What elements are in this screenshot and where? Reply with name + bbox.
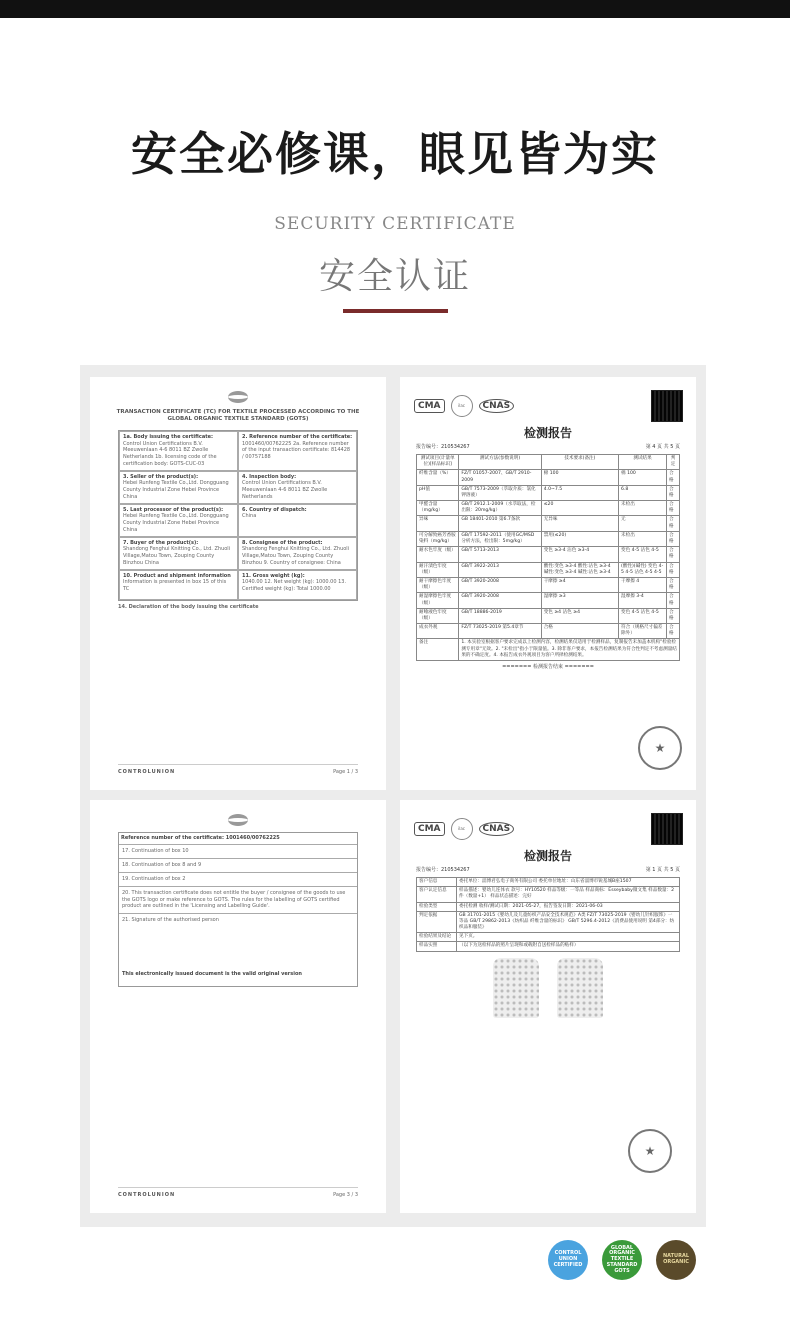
p2-box: 19. Continuation of box 2 [119, 872, 357, 886]
report-logos [414, 391, 682, 421]
table-cell: 异味 [417, 516, 459, 531]
table-row [417, 485, 680, 500]
column-header: 测试方法(参数说明) [459, 454, 541, 469]
sample-photo [557, 958, 603, 1018]
table-cell: 甲醛含量（mg/kg） [417, 501, 459, 516]
table-cell: 合格 [667, 624, 680, 639]
table-cell: 变色 4-5 沾色 4-5 [619, 547, 667, 562]
subtitle-cn: 安全认证 [318, 256, 471, 297]
field-value: Hebei Runfeng Textile Co.,Ltd. Dongguang County Industrial Zone Hebei Province China [123, 513, 229, 533]
table-cell: 符合（规格尺寸偏差除外） [619, 624, 667, 639]
row-value: 委托单位：淄博君弘电子商务有限公司 委托单位地址：山东省淄博市锐基城B座1507 [457, 877, 680, 886]
table-row [417, 470, 680, 485]
table-cell: 合格 [667, 577, 680, 592]
table-cell: 合格 [667, 593, 680, 608]
field-label: 4. Inspection body: [242, 473, 297, 480]
field-value: Control Union Certifications B.V. Meeuwenlaan 4-6 8011 BZ Zwolle Netherlands [242, 480, 328, 500]
gots-field [119, 431, 238, 471]
table-row [417, 593, 680, 608]
row-label: 判定依据 [417, 911, 457, 933]
p2-boxes [119, 844, 357, 963]
table-cell: 成衣外观 [417, 624, 459, 639]
table-row [417, 877, 680, 886]
remark-label: 备注 [417, 639, 459, 661]
row-value: （以下为送检样品的照片呈现和或载附自送检样品的贴样） [457, 942, 680, 951]
page-number: Page 1 / 3 [333, 769, 358, 776]
table-row [417, 887, 680, 902]
table-cell: GB/T 3920-2008 [459, 577, 541, 592]
table-cell: GB 18401-2010 第6.7条款 [459, 516, 541, 531]
test-report-page-4[interactable] [400, 377, 696, 790]
gots-field [119, 504, 238, 537]
table-cell: 合格 [667, 501, 680, 516]
table-cell: ≤20 [541, 501, 618, 516]
table-cell: GB/T 18886-2019 [459, 608, 541, 623]
table-cell: 合格 [667, 516, 680, 531]
table-cell: 4.0~7.5 [541, 485, 618, 500]
ilac-logo-icon: ilac [451, 818, 473, 840]
table-row [417, 902, 680, 911]
table-row [417, 501, 680, 516]
table-cell: 合格 [667, 470, 680, 485]
table-cell: 合格 [667, 608, 680, 623]
table-cell: 纤维含量（%） [417, 470, 459, 485]
table-cell: 未检出 [619, 531, 667, 546]
field-value: Shandong Fenghui Knitting Co., Ltd. Zhuoli Village,Matou Town, Zouping County Binzhou 9. Country of consignee: China [242, 546, 350, 566]
table-cell: 耐湿摩擦色牢度（级） [417, 593, 459, 608]
column-header: 判定 [667, 454, 680, 469]
page-number: Page 3 / 3 [333, 1192, 358, 1199]
table-cell: 棉 100 [619, 470, 667, 485]
report-page: 第 1 页 共 5 页 [645, 867, 680, 874]
gots-certificate-page-1[interactable] [90, 377, 386, 790]
subtitle-en: SECURITY CERTIFICATE [274, 214, 516, 234]
gots-title: TRANSACTION CERTIFICATE (TC) FOR TEXTILE PROCESSED ACCORDING TO THE GLOBAL ORGANIC TEXTILE STANDARD (GOTS) [116, 409, 360, 423]
report-number: 报告编号：210534267 [416, 444, 470, 451]
table-cell: FZ/T 73025-2019 第5.4章节 [459, 624, 541, 639]
top-bar [0, 0, 790, 18]
test-report-page-1[interactable] [400, 800, 696, 1213]
table-row [417, 911, 680, 933]
gots-declaration: 14. Declaration of the body issuing the certificate [118, 603, 259, 610]
gots-fields [118, 430, 358, 601]
field-label: 10. Product and shipment information [123, 572, 231, 579]
field-value: Control Union Certifications B.V. Meeuwenlaan 4-6 8011 BZ Zwolle Netherlands 1b. licensing code of the certification body: GOTS-CUC-03 [123, 440, 217, 467]
table-cell: 变色 ≥3-4 沾色 ≥3-4 [541, 547, 618, 562]
table-row [417, 562, 680, 577]
column-header: 测试结果 [619, 454, 667, 469]
table-cell: 耐汗渍色牢度（级） [417, 562, 459, 577]
accent-divider [343, 309, 448, 313]
table-cell: 干摩擦 ≥4 [541, 577, 618, 592]
p2-box: 21. Signature of the authorised person [119, 913, 357, 963]
ilac-logo-icon: ilac [451, 395, 473, 417]
row-label: 检验结果及结论 [417, 933, 457, 942]
table-cell: 合格 [541, 624, 618, 639]
p2-box: 18. Continuation of box 8 and 9 [119, 858, 357, 872]
table-cell: 酸性:变色 ≥3-4 酸性:沾色 ≥3-4 碱性:变色 ≥3-4 碱性:沾色 ≥3-4 [541, 562, 618, 577]
gots-field [238, 431, 357, 471]
report-info-table [416, 877, 680, 952]
cnas-logo-icon: CNAS [479, 399, 515, 413]
row-value: GB 31701-2015《婴幼儿及儿童纺织产品安全技术规范》A类 FZ/T 73025-2019《婴幼儿针织服饰》一等品 GB/T 29862-2013《纺织品 纤维含量的标识》 GB/T 5296.4-2012《消费品使用说明 第4部分：纺织品和服装》 [457, 911, 680, 933]
table-cell: 6.8 [619, 485, 667, 500]
p2-box: 17. Continuation of box 10 [119, 844, 357, 858]
table-row [417, 933, 680, 942]
report-logos [414, 814, 682, 844]
report-table [416, 454, 680, 661]
table-cell: 棉 100 [541, 470, 618, 485]
table-row [417, 577, 680, 592]
field-label: 5. Last processor of the product(s): [123, 506, 224, 513]
table-row [417, 531, 680, 546]
column-header: 测试项目(计量单位)[样品标识] [417, 454, 459, 469]
field-label: 6. Country of dispatch: [242, 506, 307, 513]
field-label: 8. Consignee of the product: [242, 539, 323, 546]
table-cell: 耐水色牢度（级） [417, 547, 459, 562]
table-cell: FZ/T 01057-2007、GB/T 2910-2009 [459, 470, 541, 485]
table-cell: GB/T 3920-2008 [459, 593, 541, 608]
table-cell: 未检出 [619, 501, 667, 516]
field-value: Information is presented in box 15 of this TC [123, 579, 227, 593]
table-cell: (酸性)(碱性) 变色 4-5 4-5 沾色 4-5 4-5 [619, 562, 667, 577]
control-union-logo-icon [228, 814, 248, 826]
row-value: 见下页。 [457, 933, 680, 942]
field-value: 1040.00 12. Net weight (kg): 1000.00 13. Certified weight (kg): Total 1000.00 [242, 579, 347, 593]
table-row [417, 547, 680, 562]
seal-stamp-icon: ★ [628, 1129, 672, 1173]
table-cell: 合格 [667, 562, 680, 577]
field-value: Shandong Fenghui Knitting Co., Ltd. Zhuoli Village,Matou Town, Zouping County Binzhou China [123, 546, 231, 566]
gots-field [119, 471, 238, 504]
field-label: 7. Buyer of the product(s): [123, 539, 199, 546]
footer-brand: CONTROLUNION [118, 1192, 176, 1199]
sample-photos [400, 952, 696, 1024]
table-cell: GB/T 5713-2013 [459, 547, 541, 562]
field-value: China [242, 513, 257, 520]
table-cell: GB/T 7573-2009（萃取介质：氯化钾溶液） [459, 485, 541, 500]
report-number: 报告编号：210534267 [416, 867, 470, 874]
footer-brand: CONTROLUNION [118, 769, 176, 776]
table-cell: GB/T 17592-2011（使用GC/MSD分析方法，检出限：5mg/kg） [459, 531, 541, 546]
table-cell: 可分解致癌芳香胺染料（mg/kg） [417, 531, 459, 546]
row-value: 委托检测 收样/测试日期：2021-05-27，报告签发日期：2021-06-03 [457, 902, 680, 911]
cma-logo-icon: CMA [414, 399, 445, 413]
table-cell: 合格 [667, 531, 680, 546]
natural-organic-logo-icon: NATURAL ORGANIC [656, 1240, 696, 1280]
gots-field [119, 570, 238, 600]
report-title: 检测报告 [523, 426, 572, 440]
column-header: 技术要求(备注) [541, 454, 618, 469]
table-row [417, 942, 680, 951]
sample-photo [493, 958, 539, 1018]
gots-field [238, 504, 357, 537]
gots-field [238, 537, 357, 570]
control-union-certified-icon: CONTROL UNION CERTIFIED [548, 1240, 588, 1280]
row-label: 客户信息 [417, 877, 457, 886]
remarks: 1. 本实验室根据客户要求完成以上检测内容，检测结果仅适用于检测样品，复制报告未加盖本机构"检验检测专用章"无效。2. "未检出"指小于限量值。3. 除非客户要求，本报告检测结果为符合性判定不考虑测量结果的不确定度。4. 本报告成衣外观项目为客户所择检测结果。 [459, 639, 680, 661]
p2-note: This electronically issued document is the valid original version [122, 971, 302, 977]
p2-box: 20. This transaction certificate does not entitle the buyer / consignee of the goods to use the GOTS logo or make reference to GOTS. The rules for the labelling of GOTS certified product are outlined in the 'Licensing and Labelling Guide'. [119, 886, 357, 913]
table-cell: 湿摩擦 ≥3 [541, 593, 618, 608]
table-cell: GB/T 3922-2013 [459, 562, 541, 577]
gots-field [119, 537, 238, 570]
table-row [417, 516, 680, 531]
p2-reference: Reference number of the certificate: 1001460/00762225 [121, 835, 280, 841]
report-title: 检测报告 [523, 849, 572, 863]
cma-logo-icon: CMA [414, 822, 445, 836]
row-label: 样品实照 [417, 942, 457, 951]
field-value: Hebei Runfeng Textile Co.,Ltd. Dongguang County Industrial Zone Hebei Province China [123, 480, 229, 500]
gots-certificate-page-3[interactable] [90, 800, 386, 1213]
field-label: 2. Reference number of the certificate: [242, 433, 353, 440]
field-label: 3. Seller of the product(s): [123, 473, 199, 480]
control-union-logo-icon [228, 391, 248, 403]
gots-field [238, 570, 357, 600]
field-value: 1001460/00762225 2a. Reference number of the input transaction certificate: 814428 / 00757188 [242, 440, 351, 461]
row-value: 样品描述：婴幼儿连体衣 款号：HY10520 样品等级：一等品 样品商标：Esseybaby微文集 样品数量：2件（数量+1） 样品状态描述：完好 [457, 887, 680, 902]
field-label: 11. Gross weight (kg): [242, 572, 305, 579]
table-row [417, 608, 680, 623]
table-cell: 合格 [667, 547, 680, 562]
gots-logo-icon: GLOBAL ORGANIC TEXTILE STANDARD GOTS [602, 1240, 642, 1280]
row-label: 客户认定信息 [417, 887, 457, 902]
table-cell: 禁用(≤20) [541, 531, 618, 546]
table-cell: 变色 4-5 沾色 4-5 [619, 608, 667, 623]
certificates-panel [80, 365, 706, 1227]
table-cell: 湿摩擦 3-4 [619, 593, 667, 608]
qr-code-icon [652, 391, 682, 421]
table-cell: 干摩擦 4 [619, 577, 667, 592]
qr-code-icon [652, 814, 682, 844]
table-cell: 无异味 [541, 516, 618, 531]
report-end: ======= 检测报告结束 ======= [502, 664, 594, 670]
certification-logos [548, 1240, 696, 1280]
gots-footer [118, 764, 358, 776]
table-cell: GB/T 2912.1-2009（水萃取法，检出限：20mg/kg） [459, 501, 541, 516]
table-cell: 耐干摩擦色牢度（级） [417, 577, 459, 592]
row-label: 检验类型 [417, 902, 457, 911]
cnas-logo-icon: CNAS [479, 822, 515, 836]
table-cell: 合格 [667, 485, 680, 500]
page-title: 安全必修课，眼见皆为实 [131, 127, 659, 181]
gots-field [238, 471, 357, 504]
report-page: 第 4 页 共 5 页 [645, 444, 680, 451]
field-label: 1a. Body issuing the certificate: [123, 433, 213, 440]
table-cell: 变色 ≥4 沾色 ≥4 [541, 608, 618, 623]
table-cell: 耐唾液色牢度（级） [417, 608, 459, 623]
table-cell: 无 [619, 516, 667, 531]
table-cell: pH值 [417, 485, 459, 500]
seal-stamp-icon: ★ [638, 726, 682, 770]
table-row [417, 624, 680, 639]
